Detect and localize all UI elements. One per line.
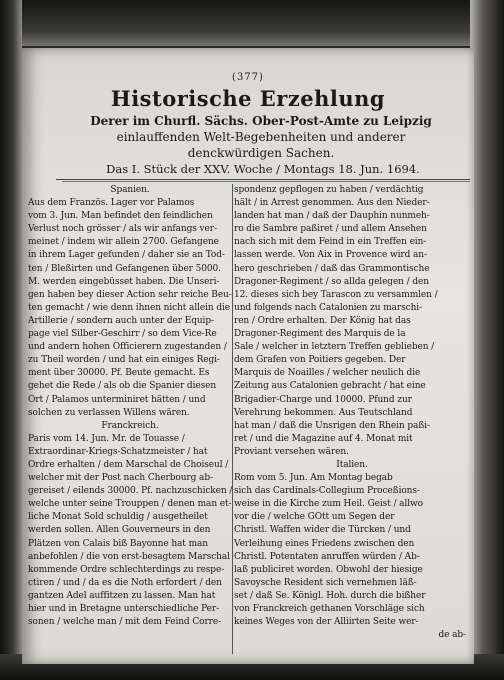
left-column-line: page viel Silber-Geschirr / so dem Vice-Re xyxy=(28,329,217,340)
left-column-line: und andern hohen Officierern zugestanden / xyxy=(28,342,227,353)
right-column-line: Verehrung bekommen. Aus Teutschland xyxy=(234,407,413,418)
right-column-line: von Franckreich gethanen Vorschläge sich xyxy=(234,604,425,614)
right-column-line: Sale / welcher in letztern Treffen geblieben / xyxy=(234,342,435,353)
left-column-line: zu Theil worden / und hat ein einiges Regi- xyxy=(28,355,220,366)
left-column-line: welche unter seine Trouppen / denen man et- xyxy=(28,499,232,510)
right-column-line: ret / und die Magazine auf 4. Monat mit xyxy=(234,433,413,444)
right-column-line: set / daß Se. Königl. Hoh. durch die bißher xyxy=(234,590,426,601)
right-column-line: ro die Sambre paßiret / und allem Ansehen xyxy=(234,224,427,235)
right-column-line: vor die / welche GOtt um Segen der xyxy=(234,512,395,523)
left-column-line: gen haben bey dieser Action sehr reiche Beu- xyxy=(28,289,232,300)
right-column-line: Brigadier-Charge und 10000. Pfund zur xyxy=(234,394,412,405)
right-column-line: Rom vom 5. Jun. Am Montag begab xyxy=(234,473,393,484)
right-column-line: Marquis de Noailles / welcher neulich die xyxy=(234,368,421,379)
right-column-line: dem Grafen von Poitiers gegeben. Der xyxy=(234,355,406,366)
left-column-line: kommende Ordre schlechterdings zu respe- xyxy=(28,564,225,575)
page-subtitle-2: einlauffenden Welt-Begebenheiten und anderer xyxy=(116,130,406,144)
left-column-line: Paris vom 14. Jun. Mr. de Touasse / xyxy=(28,433,185,444)
right-column-line: ren / Ordre erhalten. Der König hat das xyxy=(234,315,411,326)
right-column-line: keines Weges von der Alliirten Seite wer- xyxy=(234,617,419,628)
document-page xyxy=(22,48,474,664)
left-column-line: liche Monat Sold schuldig / ausgetheilet xyxy=(28,512,208,523)
section-heading: Italien. xyxy=(336,459,368,470)
right-column-line: Christl. Potentaten anruffen würden / Ab- xyxy=(234,551,420,562)
column-divider xyxy=(232,184,233,654)
left-column-line: gantzen Adel auffitzen zu lassen. Man hat xyxy=(28,590,216,601)
right-column-line: hat man / daß die Unsrigen den Rhein paßi- xyxy=(234,420,430,431)
left-column-line: gereiset / eilends 30000. Pf. nachzuschicken / xyxy=(28,486,232,497)
left-column-line: Plätzen von Calais biß Bayonne hat man xyxy=(28,538,208,549)
left-column-line: solchen zu verlassen Willens wären. xyxy=(28,407,190,418)
page-title: Historische Erzehlung xyxy=(110,86,386,111)
scan-background-top xyxy=(0,0,504,46)
scan-background-right xyxy=(470,0,504,680)
right-column-line: Proviant versehen wären. xyxy=(234,446,349,457)
left-column-line: anbefohlen / die von erst-besagtem Marschal xyxy=(28,551,230,562)
right-column-line: de ab- xyxy=(438,630,466,641)
left-column-line: ctiren / und / da es die Noth erfordert / den xyxy=(28,577,222,588)
right-column-line: hält / in Arrest genommen. Aus den Nieder- xyxy=(234,198,430,209)
right-column-line: Savoysche Resident sich vernehmen läß- xyxy=(234,577,417,588)
left-column-line: in ihrem Lager gefunden / daher sie an Tod- xyxy=(28,250,225,261)
right-column-line: und folgends nach Catalonien zu marschi- xyxy=(234,302,422,313)
left-column-line: ment über 30000. Pf. Beute gemacht. Es xyxy=(28,368,210,379)
right-column-line: sich das Cardinals-Collegium Proceßions- xyxy=(234,486,420,497)
left-column-line: hier und in Bretagne unterschiedliche Per- xyxy=(28,604,220,614)
left-column-line: Ordre erhalten / dem Marschal de Choiseul / xyxy=(28,459,229,470)
right-column-line: Christl. Waffen wider die Türcken / und xyxy=(234,525,411,536)
issue-line: Das I. Stück der XXV. Woche / Montags 18. Jun. 1694. xyxy=(56,162,470,180)
right-column-line: lassen werde. Von Aix in Provence wird an- xyxy=(234,250,427,261)
left-column-line: welcher mit der Post nach Cherbourg ab- xyxy=(28,473,213,484)
left-column-line: Verlust noch grösser / als wir anfangs ver- xyxy=(28,224,217,235)
right-column-line: hero geschrieben / daß das Grammontische xyxy=(234,263,430,274)
section-heading: Spanien. xyxy=(110,185,150,195)
right-column-line: nach sich mit dem Feind in ein Treffen ein- xyxy=(234,237,427,248)
header-rule xyxy=(62,181,470,182)
right-column-line: spondenz gepflogen zu haben / verdächtig xyxy=(234,185,424,195)
left-column-line: sonen / welche man / mit dem Feind Corre- xyxy=(28,617,222,628)
right-column-line: Dragoner-Regiment des Marquis de la xyxy=(234,329,406,340)
left-column-line: vom 3. Jun. Man befindet den feindlichen xyxy=(28,211,213,222)
left-column-line: meinet / indem wir allein 2700. Gefangene xyxy=(28,237,219,248)
right-column-line: 12. dieses sich bey Tarascon zu versammlen / xyxy=(234,289,438,300)
section-heading: Franckreich. xyxy=(101,420,159,431)
right-column-line: laß publiciret worden. Obwohl der hiesige xyxy=(234,564,423,575)
left-column-line: Artillerie / sondern auch unter der Equip- xyxy=(28,315,214,326)
page-subtitle: Derer im Churfl. Sächs. Ober-Post-Amte zu Leipzig xyxy=(90,114,432,128)
right-column-line: Dragoner-Regiment / so allda gelegen / den xyxy=(234,276,429,287)
left-column-line: ten / Bleßirten und Gefangenen über 5000. xyxy=(28,263,221,274)
left-column-line: Aus dem Französ. Lager vor Palamos xyxy=(28,198,195,209)
left-column-line: ten gemacht / wie denn ihnen nicht allein die xyxy=(28,302,230,313)
scan-background-left xyxy=(0,0,22,680)
left-column-line: Ort / Palamos unterminiret hätten / und xyxy=(28,394,206,405)
left-column-line: gehet die Rede / als ob die Spanier diesen xyxy=(28,381,217,392)
left-column-line: M. werden eingebüsset haben. Die Unseri- xyxy=(28,276,220,287)
page-number: (377) xyxy=(232,72,264,83)
page-subtitle-3: denckwürdigen Sachen. xyxy=(187,146,335,160)
right-column-line: landen hat man / daß der Dauphin nunmeh- xyxy=(234,211,430,222)
right-column xyxy=(234,184,470,642)
right-column-line: Zeitung aus Catalonien gebracht / hat eine xyxy=(234,381,426,392)
left-column xyxy=(28,184,232,629)
right-column-line: Verleihung eines Friedens zwischen den xyxy=(234,538,415,549)
right-column-line: weise in die Kirche zum Heil. Geist / allwo xyxy=(234,499,423,510)
left-column-line: Extraordinar-Kriegs-Schatzmeister / hat xyxy=(28,446,208,457)
left-column-line: werden sollen. Allen Gouverneurs in den xyxy=(28,525,211,536)
